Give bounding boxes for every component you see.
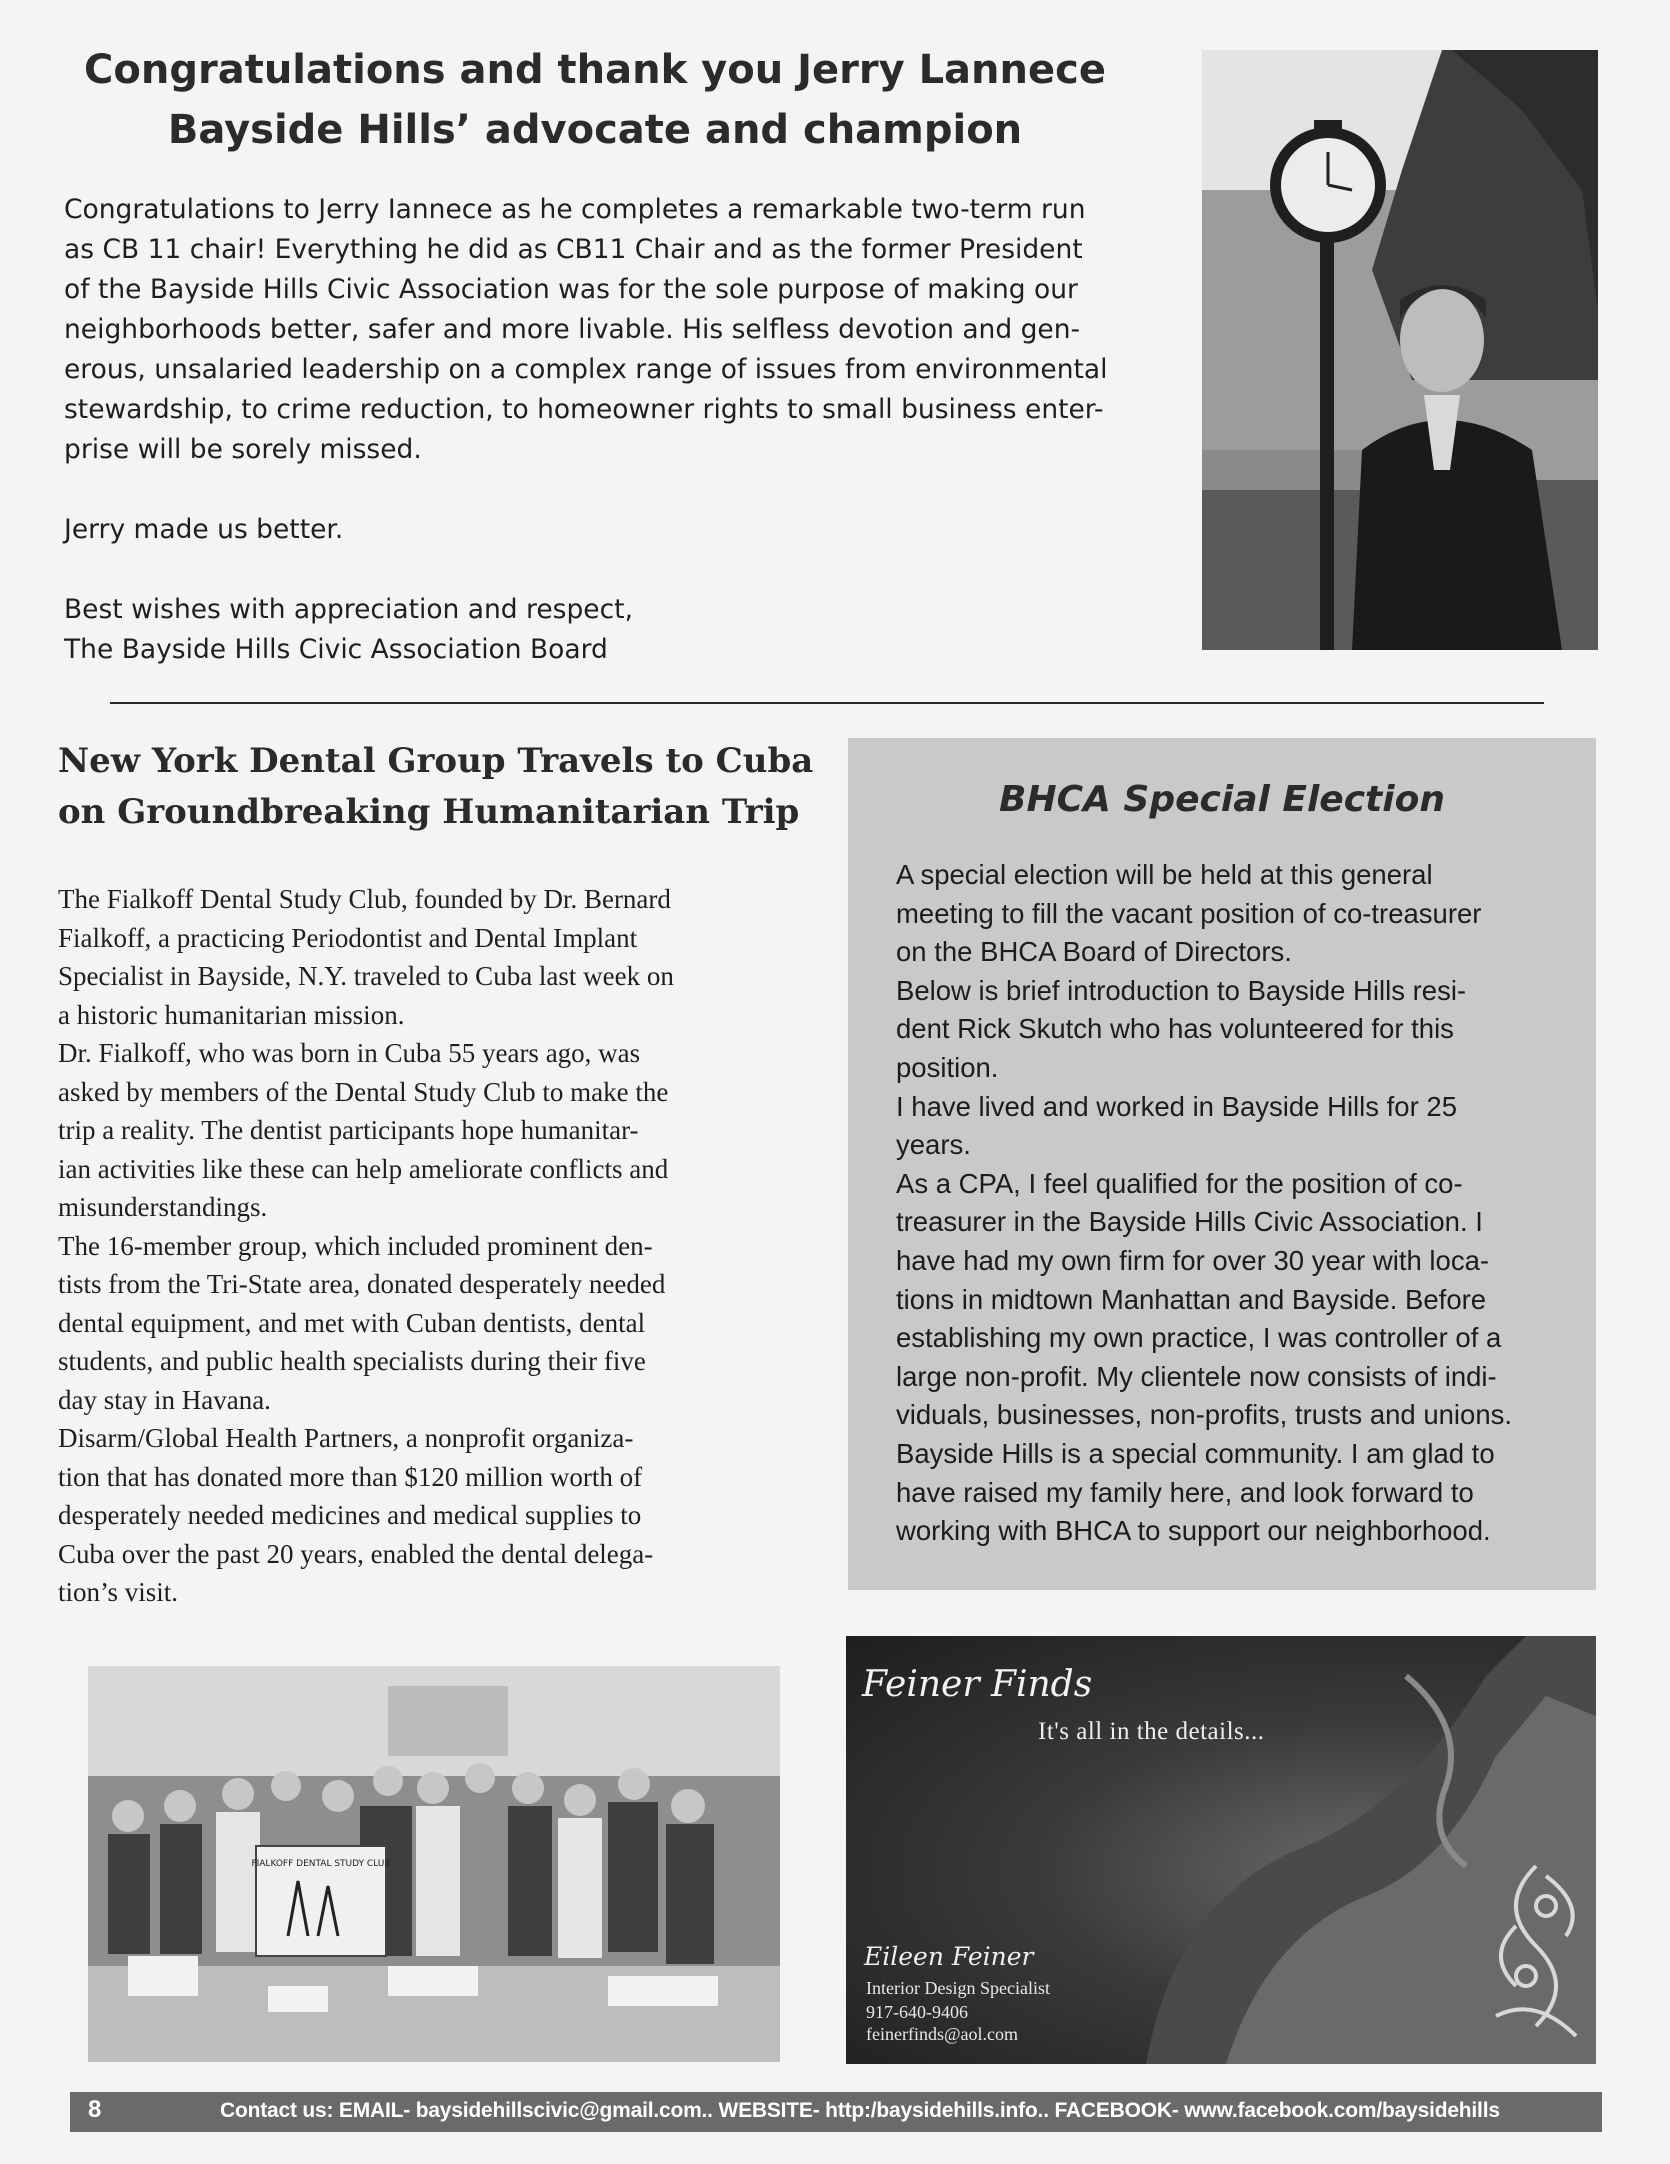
body-line: dent Rick Skutch who has volunteered for this bbox=[896, 1013, 1454, 1045]
ad-title: Feiner Finds bbox=[862, 1664, 1093, 1705]
footer-contact-info: Contact us: EMAIL- baysidehillscivic@gmail.com.. WEBSITE- http:/baysidehills.info.. FACEBOOK- www.facebook.com/baysidehills bbox=[220, 2099, 1500, 2122]
headline-line: New York Dental Group Travels to Cuba bbox=[58, 741, 814, 781]
ad-contact-phone: 917-640-9406 bbox=[866, 2002, 968, 2022]
body-line: working with BHCA to support our neighborhood. bbox=[896, 1515, 1491, 1547]
ad-contact-role: Interior Design Specialist bbox=[866, 1978, 1050, 1998]
body-line: stewardship, to crime reduction, to homeowner rights to small business enter- bbox=[64, 394, 1104, 425]
headline-line: on Groundbreaking Humanitarian Trip bbox=[58, 792, 800, 832]
page-number: 8 bbox=[88, 2096, 102, 2123]
portrait-illustration bbox=[1202, 50, 1598, 650]
body-line: students, and public health specialists during their five bbox=[58, 1346, 646, 1376]
signoff-line: The Bayside Hills Civic Association Board bbox=[64, 634, 608, 665]
group-photo-illustration bbox=[88, 1666, 780, 2062]
body-line: as CB 11 chair! Everything he did as CB11 Chair and as the former President bbox=[64, 234, 1083, 265]
body-line: on the BHCA Board of Directors. bbox=[896, 936, 1292, 968]
top-article-body bbox=[64, 190, 1164, 670]
closing-line: Jerry made us better. bbox=[64, 514, 344, 545]
body-line: A special election will be held at this general bbox=[896, 859, 1433, 890]
body-line: establishing my own practice, I was controller of a bbox=[896, 1322, 1502, 1354]
body-line: dental equipment, and met with Cuban dentists, dental bbox=[58, 1307, 646, 1338]
body-line: erous, unsalaried leadership on a complex range of issues from environmental bbox=[64, 354, 1108, 385]
body-line: ian activities like these can help ameliorate conflicts and bbox=[58, 1153, 669, 1184]
body-line: large non-profit. My clientele now consists of indi- bbox=[896, 1360, 1497, 1392]
body-line: tion’s visit. bbox=[58, 1577, 179, 1607]
body-line: meeting to fill the vacant position of co-treasurer bbox=[896, 897, 1482, 929]
election-body bbox=[896, 856, 1596, 1551]
body-line: of the Bayside Hills Civic Association was for the sole purpose of making our bbox=[64, 274, 1078, 305]
body-line: prise will be sorely missed. bbox=[64, 434, 422, 465]
body-line: Fialkoff, a practicing Periodontist and Dental Implant bbox=[58, 922, 638, 953]
body-line: viduals, businesses, non-profits, trusts and unions. bbox=[896, 1399, 1513, 1431]
signoff-line: Best wishes with appreciation and respect, bbox=[64, 594, 633, 625]
headline-line: Bayside Hills’ advocate and champion bbox=[167, 107, 1023, 153]
body-line: Below is brief introduction to Bayside Hills resi- bbox=[896, 974, 1467, 1006]
top-article-headline bbox=[60, 40, 1130, 160]
body-line: Disarm/Global Health Partners, a nonprofit organiza- bbox=[58, 1423, 634, 1453]
election-title: BHCA Special Election bbox=[999, 779, 1445, 820]
dental-article-body bbox=[58, 880, 818, 1612]
group-photo bbox=[88, 1666, 780, 2062]
body-line: Dr. Fialkoff, who was born in Cuba 55 years ago, was bbox=[58, 1038, 641, 1068]
body-line: have had my own firm for over 30 year with loca- bbox=[896, 1244, 1490, 1276]
body-line: Specialist in Bayside, N.Y. traveled to Cuba last week on bbox=[58, 961, 674, 991]
body-line: Bayside Hills is a special community. I am glad to bbox=[896, 1437, 1495, 1469]
body-line: The 16-member group, which included prominent den- bbox=[58, 1230, 653, 1261]
body-line: desperately needed medicines and medical supplies to bbox=[58, 1500, 642, 1530]
body-line: tions in midtown Manhattan and Bayside. Before bbox=[896, 1283, 1487, 1315]
ad-contact-email: feinerfinds@aol.com bbox=[866, 2024, 1019, 2044]
body-line: day stay in Havana. bbox=[58, 1384, 271, 1415]
portrait-photo bbox=[1202, 50, 1598, 650]
ad-tagline: It's all in the details... bbox=[1038, 1718, 1265, 1745]
body-line: Cuba over the past 20 years, enabled the dental delega- bbox=[58, 1538, 654, 1569]
body-line: have raised my family here, and look forward to bbox=[896, 1476, 1474, 1508]
body-line: asked by members of the Dental Study Club to make the bbox=[58, 1076, 669, 1107]
body-line: misunderstandings. bbox=[58, 1192, 268, 1222]
dental-article-headline bbox=[58, 736, 838, 838]
body-line: tists from the Tri-State area, donated desperately needed bbox=[58, 1269, 666, 1299]
section-divider bbox=[110, 702, 1544, 704]
body-line: tion that has donated more than $120 million worth of bbox=[58, 1461, 643, 1492]
body-line: Congratulations to Jerry Iannece as he completes a remarkable two-term run bbox=[64, 194, 1086, 225]
headline-line: Congratulations and thank you Jerry Lannece bbox=[84, 47, 1106, 93]
body-line: The Fialkoff Dental Study Club, founded by Dr. Bernard bbox=[58, 884, 671, 914]
ad-contact-name: Eileen Feiner bbox=[864, 1942, 1034, 1971]
body-line: I have lived and worked in Bayside Hills for 25 bbox=[896, 1090, 1457, 1122]
body-line: a historic humanitarian mission. bbox=[58, 999, 405, 1030]
body-line: years. bbox=[896, 1129, 971, 1161]
banner-text: FIALKOFF DENTAL STUDY CLUB bbox=[251, 1859, 391, 1869]
body-line: treasurer in the Bayside Hills Civic Association. I bbox=[896, 1206, 1483, 1238]
body-line: position. bbox=[896, 1051, 999, 1083]
body-line: As a CPA, I feel qualified for the position of co- bbox=[896, 1167, 1463, 1199]
body-line: trip a reality. The dentist participants hope humanitar- bbox=[58, 1115, 639, 1145]
body-line: neighborhoods better, safer and more livable. His selfless devotion and gen- bbox=[64, 314, 1081, 345]
